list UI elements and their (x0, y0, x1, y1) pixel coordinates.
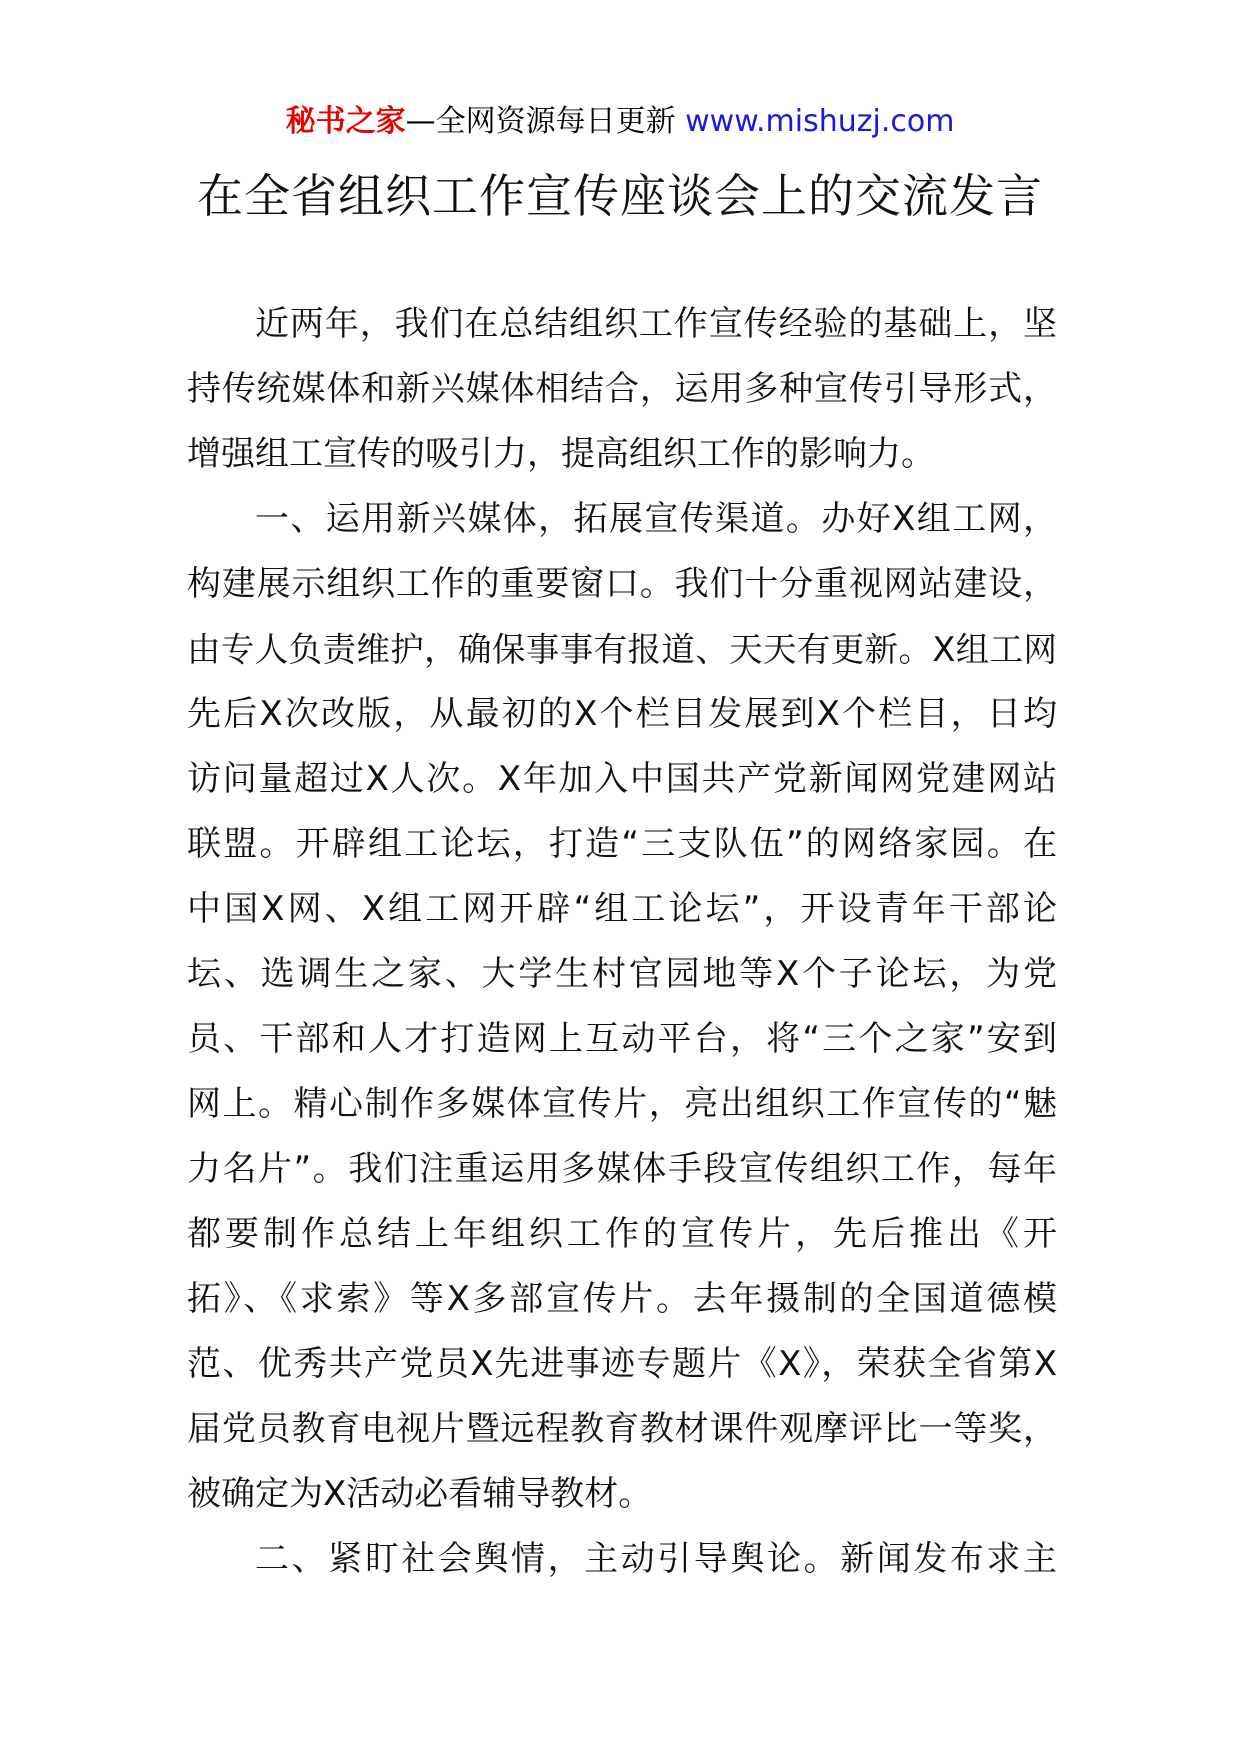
document-body (187, 292, 1057, 1592)
site-tagline: —全网资源每日更新 (405, 104, 676, 139)
document-title: 在全省组织工作宣传座谈会上的交流发言 (197, 169, 1043, 223)
body-line: 中国X网、X组工网开辟“组工论坛”，开设青年干部论 (187, 889, 1057, 929)
body-line: 拓》、《求索》等X多部宣传片。去年摄制的全国道德模 (187, 1279, 1057, 1319)
body-line: 力名片”。我们注重运用多媒体手段宣传组织工作，每年 (187, 1149, 1057, 1189)
body-line: 近两年，我们在总结组织工作宣传经验的基础上，坚 (255, 304, 1057, 344)
body-line: 持传统媒体和新兴媒体相结合，运用多种宣传引导形式， (187, 369, 1057, 409)
body-line: 范、优秀共产党员X先进事迹专题片《X》，荣获全省第X (187, 1344, 1057, 1384)
body-line: 访问量超过X人次。X年加入中国共产党新闻网党建网站 (187, 759, 1057, 799)
body-line: 联盟。开辟组工论坛，打造“三支队伍”的网络家园。在 (187, 824, 1057, 864)
body-line: 被确定为X活动必看辅导教材。 (187, 1474, 653, 1514)
brand-name: 秘书之家 (285, 104, 406, 139)
body-line: 都要制作总结上年组织工作的宣传片，先后推出《开 (187, 1214, 1057, 1254)
site-url-link[interactable]: www.mishuzj.com (685, 104, 955, 139)
site-header (0, 100, 1240, 144)
body-line: 一、运用新兴媒体，拓展宣传渠道。办好X组工网， (255, 499, 1057, 539)
body-line: 坛、选调生之家、大学生村官园地等X个子论坛，为党 (187, 954, 1057, 994)
body-line: 构建展示组织工作的重要窗口。我们十分重视网站建设， (187, 564, 1057, 604)
body-line: 先后X次改版，从最初的X个栏目发展到X个栏目，日均 (187, 694, 1057, 734)
body-line: 届党员教育电视片暨远程教育教材课件观摩评比一等奖， (187, 1409, 1057, 1449)
body-line: 由专人负责维护，确保事事有报道、天天有更新。X组工网 (187, 630, 1057, 669)
body-line: 二、紧盯社会舆情，主动引导舆论。新闻发布求主 (255, 1539, 1057, 1579)
body-line: 增强组工宣传的吸引力，提高组织工作的影响力。 (187, 434, 935, 474)
body-line: 网上。精心制作多媒体宣传片，亮出组织工作宣传的“魅 (187, 1084, 1057, 1124)
body-line: 员、干部和人才打造网上互动平台，将“三个之家”安到 (187, 1019, 1057, 1059)
